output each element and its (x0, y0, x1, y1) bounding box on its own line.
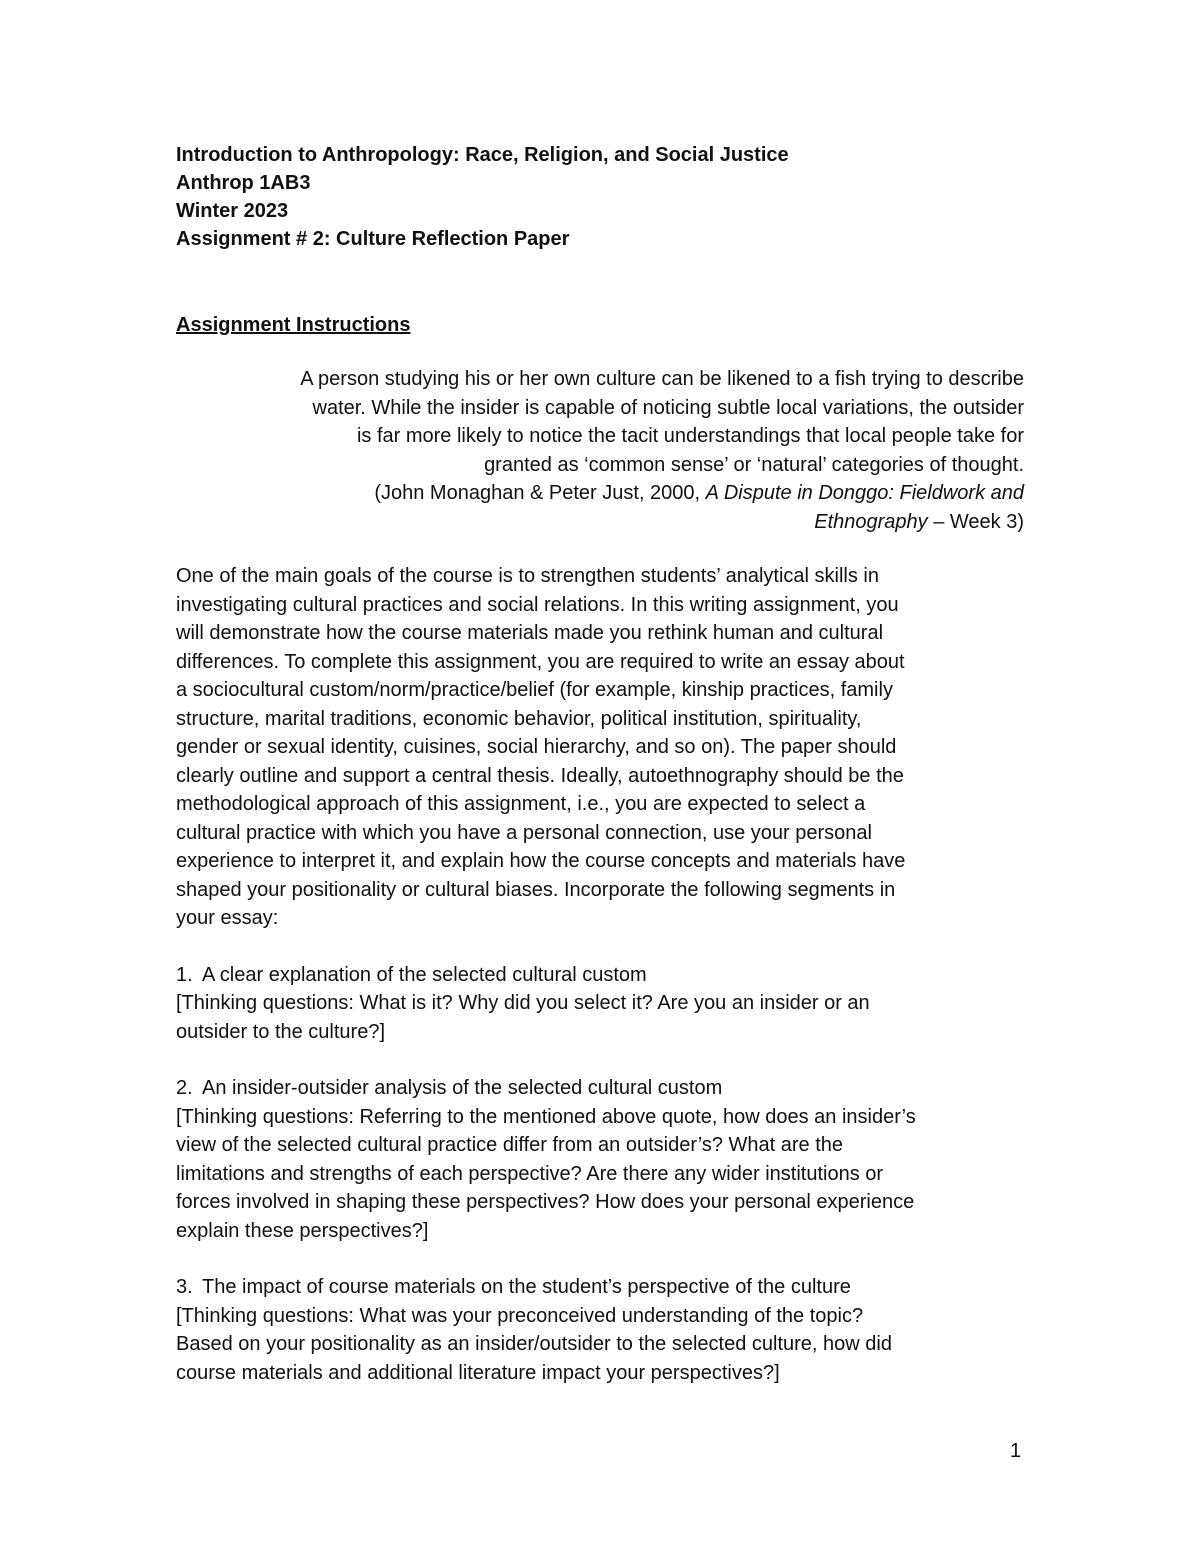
citation-title-cont: Ethnography (814, 510, 928, 533)
term: Winter 2023 (176, 200, 289, 222)
segment-question-line: Based on your positionality as an insider/outsider to the selected culture, how did (176, 1333, 892, 1355)
body-line: will demonstrate how the course materials made you rethink human and cultural (176, 622, 884, 644)
epigraph-line: is far more likely to notice the tacit understandings that local people take for (356, 425, 1024, 447)
segment-number: 2. (176, 1077, 193, 1099)
section-heading: Assignment Instructions (176, 314, 411, 336)
epigraph-quote (176, 365, 1036, 536)
citation-week: – Week 3) (927, 510, 1024, 533)
epigraph-citation (176, 479, 1024, 508)
document-page (176, 141, 1036, 1387)
body-line: experience to interpret it, and explain how the course concepts and materials have (176, 850, 906, 872)
segment-2 (176, 1074, 1036, 1245)
epigraph-line: water. While the insider is capable of noticing subtle local variations, the outsider (312, 396, 1024, 419)
body-line: differences. To complete this assignment, you are required to write an essay about (176, 650, 905, 673)
segment-question-line: course materials and additional literature impact your perspectives?] (176, 1361, 780, 1384)
segment-3 (176, 1273, 1036, 1387)
course-code: Anthrop 1AB3 (176, 172, 311, 194)
body-line: structure, marital traditions, economic behavior, political institution, spirituality, (176, 707, 862, 730)
segment-question-line: limitations and strengths of each perspective? Are there any wider institutions or (176, 1162, 884, 1185)
body-line: One of the main goals of the course is to strengthen students’ analytical skills in (176, 565, 879, 587)
segment-question-line: view of the selected cultural practice differ from an outsider’s? What are the (176, 1134, 844, 1156)
segment-question-line: forces involved in shaping these perspectives? How does your personal experience (176, 1191, 915, 1213)
segment-question-line: [Thinking questions: Referring to the mentioned above quote, how does an insider’s (176, 1105, 916, 1128)
body-line: cultural practice with which you have a personal connection, use your personal (176, 821, 872, 844)
segment-number: 1. (176, 963, 193, 986)
epigraph-citation-cont (176, 508, 1024, 537)
body-paragraph (176, 562, 1036, 933)
epigraph-line: A person studying his or her own culture can be likened to a fish trying to describe (300, 368, 1024, 390)
body-line: a sociocultural custom/norm/practice/belief (for example, kinship practices, family (176, 679, 893, 701)
body-line: methodological approach of this assignment, i.e., you are expected to select a (176, 793, 866, 815)
segment-title (176, 1273, 1036, 1302)
segment-title-text: A clear explanation of the selected cultural custom (202, 963, 647, 986)
segment-1 (176, 961, 1036, 1047)
segment-number: 3. (176, 1276, 193, 1298)
segment-title-text: An insider-outsider analysis of the selected cultural custom (202, 1077, 723, 1099)
segment-question-line: outsider to the culture?] (176, 1020, 386, 1043)
segment-question-line: [Thinking questions: What was your preconceived understanding of the topic? (176, 1304, 864, 1327)
body-line: shaped your positionality or cultural biases. Incorporate the following segments in (176, 878, 896, 901)
epigraph-line: granted as ‘common sense’ or ‘natural’ categories of thought. (484, 453, 1024, 476)
segment-title-text: The impact of course materials on the student’s perspective of the culture (202, 1276, 851, 1298)
segment-title (176, 961, 1036, 990)
page-number: 1 (1010, 1440, 1022, 1462)
segment-question-line: [Thinking questions: What is it? Why did you select it? Are you an insider or an (176, 992, 870, 1014)
segment-question-line: explain these perspectives?] (176, 1219, 429, 1242)
body-line: clearly outline and support a central thesis. Ideally, autoethnography should be the (176, 764, 904, 787)
citation-title: A Dispute in Donggo: Fieldwork and (705, 482, 1024, 504)
citation-authors: (John Monaghan & Peter Just, 2000, (374, 482, 706, 504)
segment-title (176, 1074, 1036, 1103)
assignment-title: Assignment # 2: Culture Reflection Paper (176, 228, 570, 250)
body-line: investigating cultural practices and social relations. In this writing assignment, you (176, 593, 899, 616)
course-title: Introduction to Anthropology: Race, Religion, and Social Justice (176, 144, 789, 166)
body-line: your essay: (176, 907, 279, 929)
body-line: gender or sexual identity, cuisines, social hierarchy, and so on). The paper should (176, 736, 897, 758)
